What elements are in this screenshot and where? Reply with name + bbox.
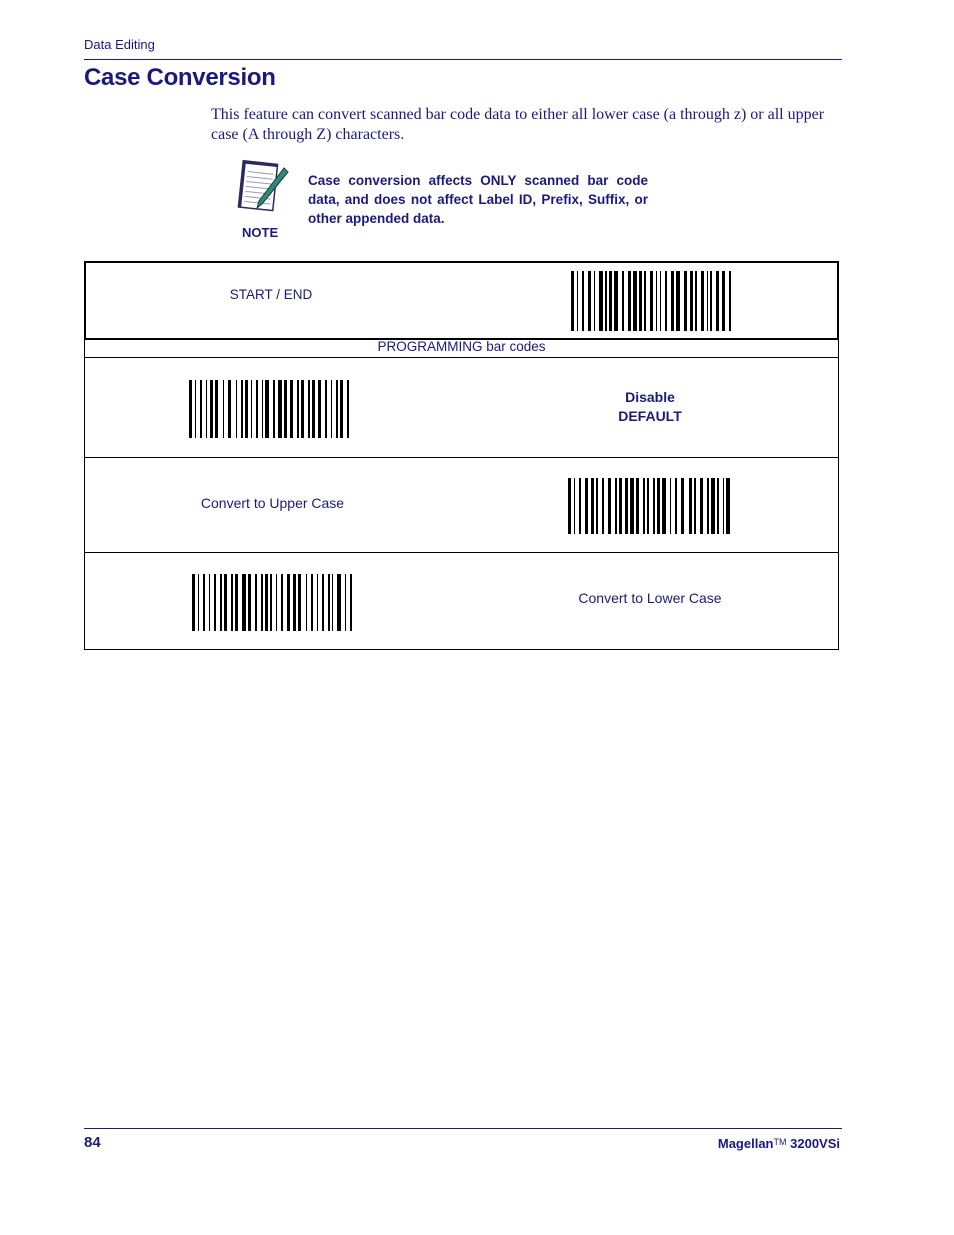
barcode-bar	[582, 271, 584, 331]
barcode-bar	[331, 380, 333, 438]
barcode-bar	[707, 478, 709, 534]
barcode-bar	[729, 271, 731, 331]
note-text: Case conversion affects ONLY scanned bar code data, and does not affect Label ID, Prefix, Suffix, or other appended data.	[308, 173, 648, 226]
barcode-bar	[340, 380, 343, 438]
barcode-bar	[241, 380, 243, 438]
barcode-bar	[717, 478, 719, 534]
barcode-bar	[290, 380, 293, 438]
barcode-bar	[602, 478, 604, 534]
barcode-bar	[345, 574, 347, 631]
barcode-bar	[210, 380, 213, 438]
barcode-bar	[350, 574, 352, 631]
barcode-bar	[214, 574, 216, 631]
barcode-bar	[262, 380, 264, 438]
barcode-bar	[614, 271, 617, 331]
barcode-bar	[675, 478, 677, 534]
barcode-bar	[588, 271, 591, 331]
option-row-lower	[85, 553, 838, 649]
barcode-bar	[723, 478, 725, 534]
barcode-bar	[625, 478, 628, 534]
barcode-bar	[312, 380, 315, 438]
barcode-bar	[248, 574, 251, 631]
start-end-box	[84, 261, 839, 340]
barcode-bar	[577, 271, 579, 331]
barcode-bar	[336, 380, 338, 438]
barcode-bar	[700, 478, 703, 534]
barcode-bar	[242, 574, 245, 631]
barcode-bar	[716, 271, 719, 331]
barcode-bar	[284, 380, 287, 438]
barcode-bar	[281, 574, 283, 631]
note-label: NOTE	[242, 225, 279, 240]
barcode-bar	[195, 380, 197, 438]
barcode-bar	[301, 380, 304, 438]
default-label: DEFAULT	[618, 408, 682, 424]
barcode-bar	[200, 380, 202, 438]
barcode-bar	[235, 574, 238, 631]
barcode-bar	[636, 478, 639, 534]
barcode-bar	[694, 478, 696, 534]
barcode-bar	[656, 271, 658, 331]
barcode-bar	[710, 271, 712, 331]
barcode-bar	[318, 380, 321, 438]
start-end-label: START / END	[229, 287, 313, 302]
note-pad-icon	[232, 156, 290, 216]
barcode-bar	[236, 380, 238, 438]
barcode-bar	[231, 574, 233, 631]
barcode-bar	[594, 271, 596, 331]
barcode-bar	[695, 271, 697, 331]
barcode-bar	[317, 574, 319, 631]
barcode-bar	[701, 271, 704, 331]
barcode-bar	[615, 478, 617, 534]
barcode-bar	[568, 478, 571, 534]
barcode-bar	[689, 478, 692, 534]
disable-option-label	[565, 388, 735, 426]
barcode-bar	[619, 478, 622, 534]
barcode-bar	[650, 271, 653, 331]
upper-case-barcode[interactable]	[568, 478, 732, 534]
barcode-bar	[261, 574, 263, 631]
barcode-bar	[251, 380, 253, 438]
trademark-mark: TM	[773, 1137, 787, 1147]
barcode-bar	[256, 380, 258, 438]
lower-case-barcode[interactable]	[192, 574, 354, 631]
barcode-bar	[662, 478, 665, 534]
footer-rule	[84, 1128, 842, 1129]
barcode-bar	[311, 574, 313, 631]
barcode-bar	[308, 380, 310, 438]
barcode-bar	[215, 380, 218, 438]
barcode-bar	[707, 271, 709, 331]
barcode-bar	[293, 574, 296, 631]
barcode-bar	[278, 380, 281, 438]
barcode-bar	[347, 380, 349, 438]
page-number: 84	[84, 1134, 101, 1151]
barcode-bar	[206, 380, 208, 438]
barcode-bar	[255, 574, 257, 631]
barcode-bar	[639, 271, 642, 331]
barcode-bar	[297, 380, 299, 438]
barcode-bar	[643, 478, 645, 534]
option-row-upper	[85, 458, 838, 553]
barcode-bar	[276, 574, 278, 631]
barcode-bar	[265, 380, 268, 438]
barcode-bar	[571, 271, 574, 331]
upper-case-label: Convert to Upper Case	[200, 495, 345, 511]
barcode-bar	[690, 271, 693, 331]
intro-paragraph: This feature can convert scanned bar code data to either all lower case (a through z) or all upper case (A through Z) characters.	[211, 106, 825, 143]
product-name: Magellan	[717, 1136, 774, 1151]
model-name: 3200VSi	[790, 1136, 840, 1151]
disable-label: Disable	[625, 389, 675, 405]
barcode-bar	[332, 574, 334, 631]
barcode-bar	[298, 574, 301, 631]
lower-case-label: Convert to Lower Case	[578, 590, 722, 606]
barcode-bar	[224, 574, 227, 631]
footer-product	[718, 1136, 840, 1151]
barcode-bar	[287, 574, 290, 631]
barcode-bar	[681, 478, 684, 534]
barcode-bar	[574, 478, 576, 534]
barcode-bar	[228, 380, 231, 438]
barcode-bar	[665, 271, 667, 331]
barcode-bar	[647, 478, 649, 534]
barcode-bar	[605, 271, 607, 331]
barcode-bar	[273, 380, 275, 438]
barcode-bar	[579, 478, 581, 534]
barcode-bar	[270, 574, 272, 631]
barcode-bar	[585, 478, 588, 534]
options-table	[84, 357, 839, 650]
barcode-bar	[644, 271, 646, 331]
barcode-bar	[608, 478, 611, 534]
barcode-bar	[684, 271, 687, 331]
barcode-bar	[622, 271, 624, 331]
running-header: Data Editing	[84, 37, 155, 52]
barcode-bar	[596, 478, 598, 534]
barcode-bar	[306, 574, 308, 631]
barcode-bar	[328, 574, 330, 631]
page-title: Case Conversion	[84, 64, 276, 91]
barcode-bar	[322, 574, 324, 631]
barcode-bar	[660, 271, 662, 331]
start-end-barcode[interactable]	[571, 271, 733, 331]
disable-barcode[interactable]	[189, 380, 353, 438]
barcode-bar	[192, 574, 195, 631]
barcode-bar	[337, 574, 340, 631]
barcode-bar	[671, 271, 674, 331]
barcode-bar	[726, 478, 729, 534]
barcode-bar	[325, 380, 327, 438]
barcode-bar	[633, 271, 636, 331]
barcode-bar	[209, 574, 211, 631]
barcode-bar	[265, 574, 268, 631]
barcode-bar	[609, 271, 612, 331]
barcode-bar	[223, 380, 225, 438]
barcode-bar	[630, 478, 633, 534]
barcode-bar	[599, 271, 602, 331]
option-row-disable	[85, 358, 838, 458]
barcode-bar	[189, 380, 192, 438]
barcode-bar	[203, 574, 205, 631]
barcode-bar	[722, 271, 725, 331]
header-rule	[84, 59, 842, 60]
barcode-bar	[657, 478, 660, 534]
barcode-bar	[676, 271, 679, 331]
barcode-bar	[711, 478, 714, 534]
barcode-bar	[245, 380, 248, 438]
barcode-bar	[670, 478, 672, 534]
barcode-bar	[591, 478, 594, 534]
programming-caption: PROGRAMMING bar codes	[377, 339, 546, 354]
barcode-bar	[653, 478, 655, 534]
barcode-bar	[198, 574, 200, 631]
barcode-bar	[220, 574, 222, 631]
barcode-bar	[628, 271, 631, 331]
